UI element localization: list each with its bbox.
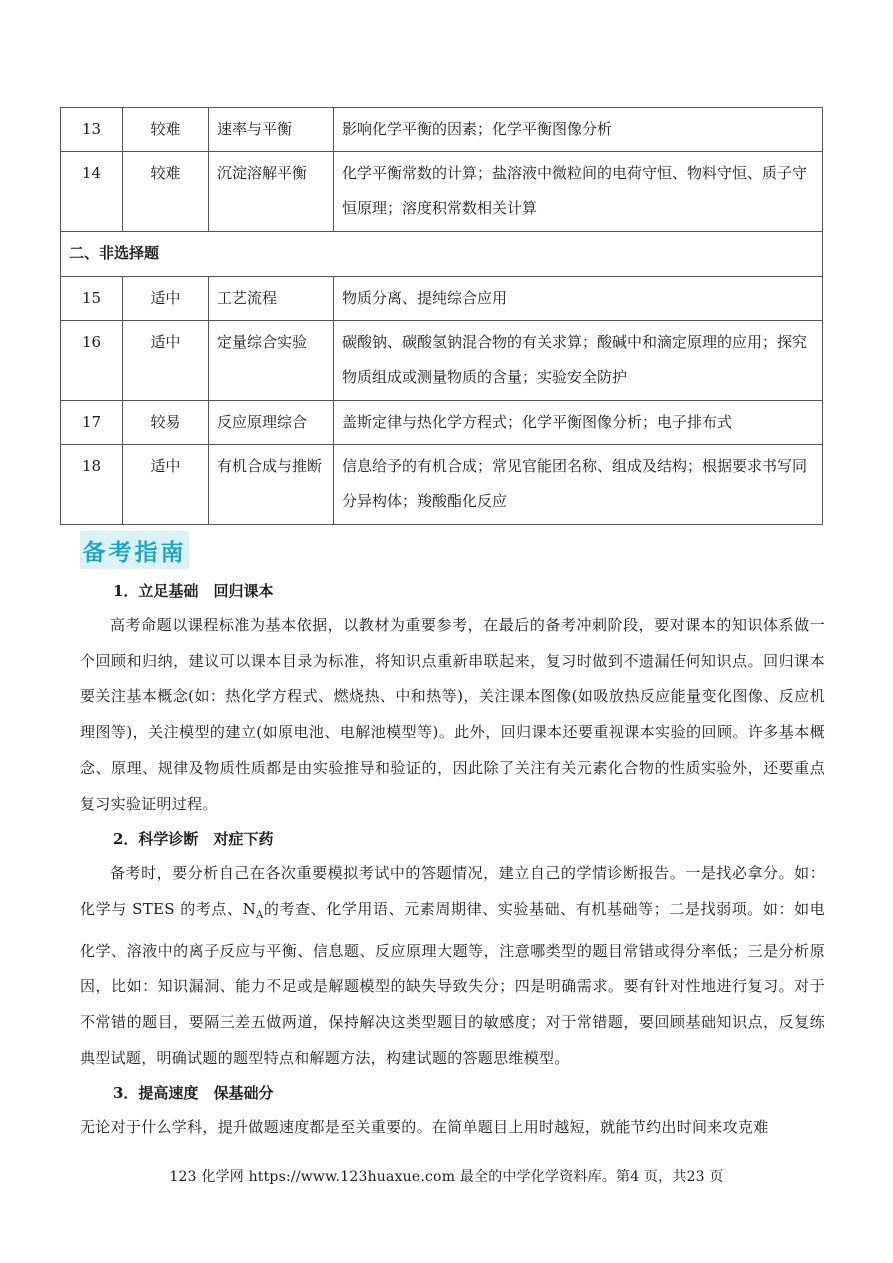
knowledge-points: 盖斯定律与热化学方程式；化学平衡图像分析；电子排布式	[334, 401, 823, 445]
topic: 反应原理综合	[209, 401, 334, 445]
guide-heading-2: 2．科学诊断 对症下药	[113, 830, 274, 849]
table-row	[61, 108, 823, 152]
topic: 有机合成与推断	[209, 445, 334, 525]
exam-analysis-table	[60, 107, 823, 525]
knowledge-points: 信息给予的有机合成；常见官能团名称、组成及结构；根据要求书写同分异构体；羧酸酯化反应	[334, 445, 823, 525]
paragraph-text: 的考查、化学用语、元素周期律、实验基础、有机基础等；二是找弱项。如：如电化学、溶液中的离子反应与平衡、信息题、反应原理大题等，注意哪类型的题目常错或得分率低；三是分析原因，比如：知识漏洞、能力不足或是解题模型的缺失导致失分；四是明确需求。要有针对性地进行复习。对于不常错的题目，要隔三差五做两道，保持解决这类型题目的敏感度；对于常错题，要回顾基础知识点，反复练典型试题，明确试题的题型特点和解题方法，构建试题的答题思维模型。	[80, 899, 825, 1067]
difficulty: 较难	[123, 152, 209, 232]
question-number: 17	[61, 401, 123, 445]
question-number: 13	[61, 108, 123, 152]
question-number: 18	[61, 445, 123, 525]
section-row	[61, 232, 823, 277]
table-row	[61, 321, 823, 401]
table-row	[61, 445, 823, 525]
question-number: 14	[61, 152, 123, 232]
guide-heading-1: 1．立足基础 回归课本	[113, 582, 274, 600]
knowledge-points: 化学平衡常数的计算；盐溶液中微粒间的电荷守恒、物料守恒、质子守恒原理；溶度积常数相关计算	[334, 152, 823, 232]
guide-paragraph-2	[80, 856, 825, 1076]
difficulty: 较难	[123, 108, 209, 152]
guide-paragraph-1: 高考命题以课程标准为基本依据，以教材为重要参考，在最后的备考冲刺阶段，要对课本的知识体系做一个回顾和归纳，建议可以课本目录为标准，将知识点重新串联起来，复习时做到不遗漏任何知识点。回归课本要关注基本概念(如：热化学方程式、燃烧热、中和热等)，关注课本图像(如吸放热反应能量变化图像、反应机理图等)，关注模型的建立(如原电池、电解池模型等)。此外，回归课本还要重视课本实验的回顾。许多基本概念、原理、规律及物质性质都是由实验推导和验证的，因此除了关注有关元素化合物的性质实验外，还要重点复习实验证明过程。	[80, 616, 825, 813]
topic: 速率与平衡	[209, 108, 334, 152]
paragraph-text: 备考时，要分析自己在各次重要模拟考试中的答题情况，建立自己的学情诊断报告。一是找必拿分。如：化学与 STES 的考点、N	[80, 864, 825, 918]
knowledge-points: 碳酸钠、碳酸氢钠混合物的有关求算；酸碱中和滴定原理的应用；探究物质组成或测量物质的含量；实验安全防护	[334, 321, 823, 401]
subscript: A	[256, 909, 264, 921]
topic: 沉淀溶解平衡	[209, 152, 334, 232]
topic: 工艺流程	[209, 277, 334, 321]
guide-paragraph-3: 无论对于什么学科，提升做题速度都是至关重要的。在简单题目上用时越短，就能节约出时间来攻克难	[80, 1118, 769, 1137]
table-row	[61, 401, 823, 445]
section-heading: 二、非选择题	[61, 232, 823, 277]
difficulty: 较易	[123, 401, 209, 445]
banner-title: 备考指南	[82, 539, 187, 566]
knowledge-points: 影响化学平衡的因素；化学平衡图像分析	[334, 108, 823, 152]
knowledge-points: 物质分离、提纯综合应用	[334, 277, 823, 321]
difficulty: 适中	[123, 445, 209, 525]
table-row	[61, 277, 823, 321]
difficulty: 适中	[123, 277, 209, 321]
section-banner	[80, 531, 189, 569]
table-row	[61, 152, 823, 232]
guide-content	[80, 574, 825, 1146]
page-footer: 123 化学网 https://www.123huaxue.com 最全的中学化学资料库。第4 页，共23 页	[169, 1169, 724, 1185]
guide-heading-3: 3．提高速度 保基础分	[113, 1084, 274, 1103]
topic: 定量综合实验	[209, 321, 334, 401]
question-number: 15	[61, 277, 123, 321]
question-number: 16	[61, 321, 123, 401]
difficulty: 适中	[123, 321, 209, 401]
